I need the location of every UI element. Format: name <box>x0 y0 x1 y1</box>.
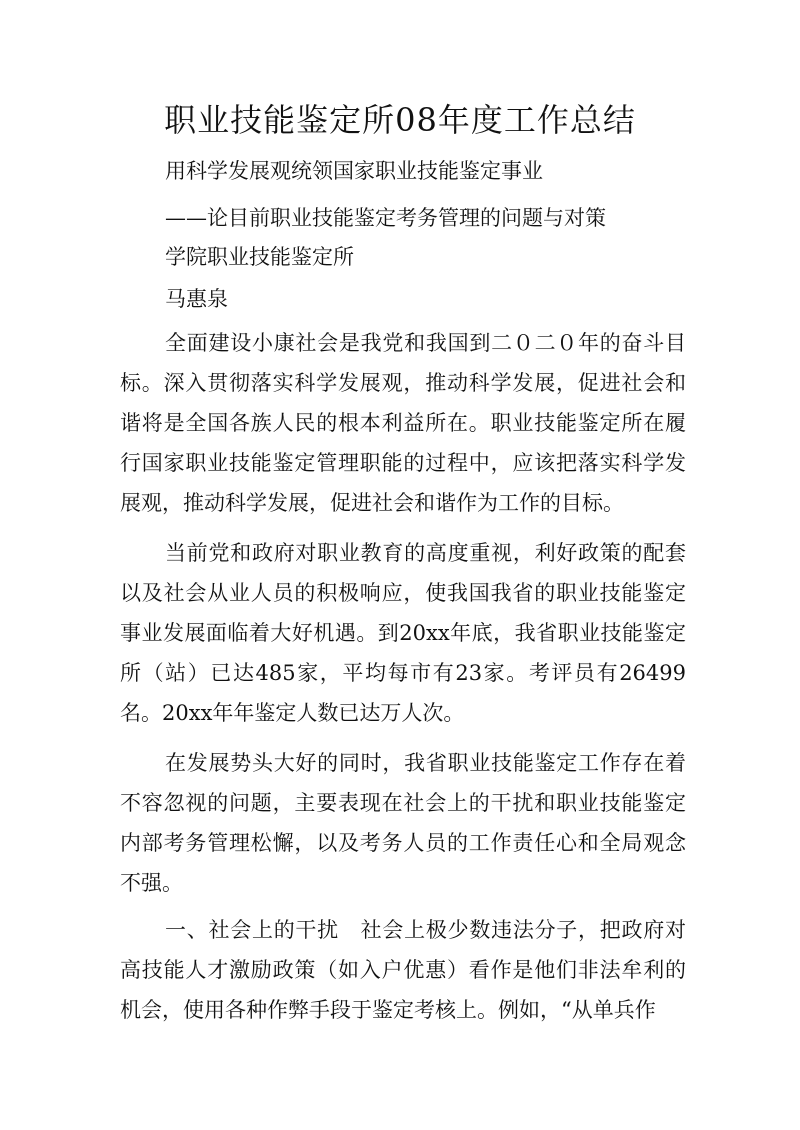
document-subtitle: 用科学发展观统领国家职业技能鉴定事业 <box>165 159 543 183</box>
organization-name: 学院职业技能鉴定所 <box>165 245 354 269</box>
paragraph-4: 一、社会上的干扰 社会上极少数违法分子，把政府对高技能人才激励政策（如入户优惠）看作是他们非法牟利的机会，使用各种作弊手段于鉴定考核上。例如，“从单兵作 <box>120 918 686 1022</box>
document-subtitle-2: ——论目前职业技能鉴定考务管理的问题与对策 <box>165 206 606 230</box>
paragraph-2: 当前党和政府对职业教育的高度重视，利好政策的配套以及社会从业人员的积极响应，使我国我省的职业技能鉴定事业发展面临着大好机遇。到20xx年底，我省职业技能鉴定所（站）已达485家，平均每市有23家。考评员有26499名。20xx年年鉴定人数已达万人次。 <box>120 541 686 725</box>
document-title: 职业技能鉴定所08年度工作总结 <box>164 101 636 139</box>
paragraph-1: 全面建设小康社会是我党和我国到二０二０年的奋斗目标。深入贯彻落实科学发展观，推动科学发展，促进社会和谐将是全国各族人民的根本利益所在。职业技能鉴定所在履行国家职业技能鉴定管理职能的过程中，应该把落实科学发展观，推动科学发展，促进社会和谐作为工作的目标。 <box>120 331 686 515</box>
author-name: 马惠泉 <box>165 287 228 311</box>
paragraph-3: 在发展势头大好的同时，我省职业技能鉴定工作存在着不容忽视的问题，主要表现在社会上的干扰和职业技能鉴定内部考务管理松懈，以及考务人员的工作责任心和全局观念不强。 <box>120 751 686 895</box>
